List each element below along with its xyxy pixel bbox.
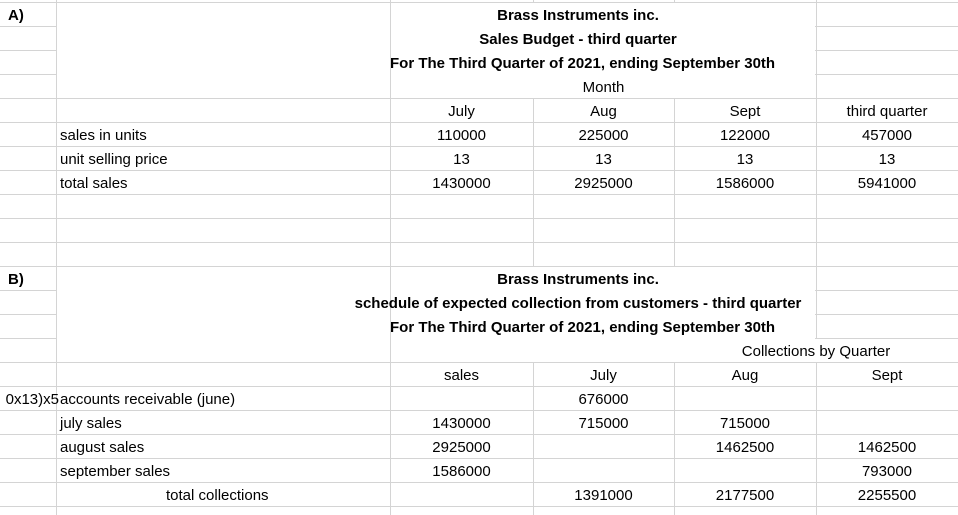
- table-cell[interactable]: 13: [595, 151, 612, 168]
- section-b-col-aug[interactable]: Aug: [731, 367, 759, 384]
- section-b-company[interactable]: Brass Instruments inc.: [497, 271, 659, 288]
- table-cell[interactable]: 110000: [437, 127, 486, 144]
- table-cell[interactable]: 2255500: [857, 487, 917, 504]
- row-sales-in-units-label[interactable]: sales in units: [60, 127, 147, 144]
- table-cell[interactable]: [674, 388, 816, 412]
- section-a-col-quarter[interactable]: third quarter: [846, 103, 928, 120]
- row-total-sales-label[interactable]: total sales: [60, 175, 128, 192]
- table-cell[interactable]: 715000: [719, 415, 771, 432]
- table-cell[interactable]: 2177500: [715, 487, 775, 504]
- table-cell[interactable]: 1462500: [715, 439, 775, 456]
- table-cell[interactable]: 13: [736, 151, 754, 168]
- row-september-sales-label[interactable]: september sales: [60, 463, 171, 480]
- row-total-collections-label[interactable]: total collections: [166, 487, 269, 504]
- table-cell[interactable]: 2925000: [432, 439, 491, 456]
- table-cell[interactable]: [390, 388, 533, 412]
- section-b-period[interactable]: For The Third Quarter of 2021, ending September 30th: [390, 319, 776, 336]
- table-cell[interactable]: 1391000: [574, 487, 633, 504]
- section-b-col-sept[interactable]: Sept: [871, 367, 903, 384]
- table-cell[interactable]: 2925000: [574, 175, 633, 192]
- overflow-formula-text[interactable]: 0x13)x5: [5, 391, 59, 408]
- row-accounts-receivable-label[interactable]: accounts receivable (june): [60, 391, 236, 408]
- table-cell[interactable]: 122000: [719, 127, 771, 144]
- table-cell[interactable]: [816, 388, 958, 412]
- table-cell[interactable]: [533, 436, 674, 460]
- table-cell[interactable]: 1586000: [715, 175, 775, 192]
- table-cell[interactable]: 13: [878, 151, 896, 168]
- gridline: [0, 242, 958, 243]
- table-cell[interactable]: 1430000: [432, 415, 491, 432]
- row-august-sales-label[interactable]: august sales: [60, 439, 145, 456]
- section-a-label[interactable]: A): [8, 7, 24, 24]
- section-b-col-july[interactable]: July: [590, 367, 617, 384]
- section-a-col-sept[interactable]: Sept: [729, 103, 761, 120]
- table-cell[interactable]: 1586000: [432, 463, 491, 480]
- table-cell[interactable]: [533, 460, 674, 484]
- table-cell[interactable]: 457000: [861, 127, 913, 144]
- table-cell[interactable]: 5941000: [857, 175, 917, 192]
- table-cell[interactable]: 676000: [578, 391, 629, 408]
- section-b-col-sales[interactable]: sales: [443, 367, 480, 384]
- section-a-col-july[interactable]: July: [448, 103, 475, 120]
- table-cell[interactable]: 13: [453, 151, 470, 168]
- section-a-col-aug[interactable]: Aug: [590, 103, 617, 120]
- table-cell[interactable]: [816, 412, 958, 436]
- table-cell[interactable]: 793000: [861, 463, 913, 480]
- table-cell[interactable]: [674, 460, 816, 484]
- section-a-title[interactable]: Sales Budget - third quarter: [479, 31, 677, 48]
- gridline: [0, 98, 958, 99]
- section-a-month-header[interactable]: Month: [582, 79, 625, 96]
- section-b-label[interactable]: B): [8, 271, 24, 288]
- gridline: [0, 218, 958, 219]
- section-b-title[interactable]: schedule of expected collection from customers - third quarter: [354, 295, 802, 312]
- section-b-collections-header[interactable]: Collections by Quarter: [741, 343, 891, 360]
- table-cell[interactable]: 225000: [578, 127, 629, 144]
- table-cell[interactable]: 715000: [578, 415, 629, 432]
- merged-cell-mask: [57, 3, 390, 98]
- row-unit-selling-price-label[interactable]: unit selling price: [60, 151, 168, 168]
- row-july-sales-label[interactable]: july sales: [60, 415, 122, 432]
- section-a-period[interactable]: For The Third Quarter of 2021, ending September 30th: [390, 55, 776, 72]
- table-cell[interactable]: 1430000: [432, 175, 491, 192]
- table-cell[interactable]: [390, 484, 533, 508]
- table-cell[interactable]: 1462500: [857, 439, 917, 456]
- section-a-company[interactable]: Brass Instruments inc.: [497, 7, 659, 24]
